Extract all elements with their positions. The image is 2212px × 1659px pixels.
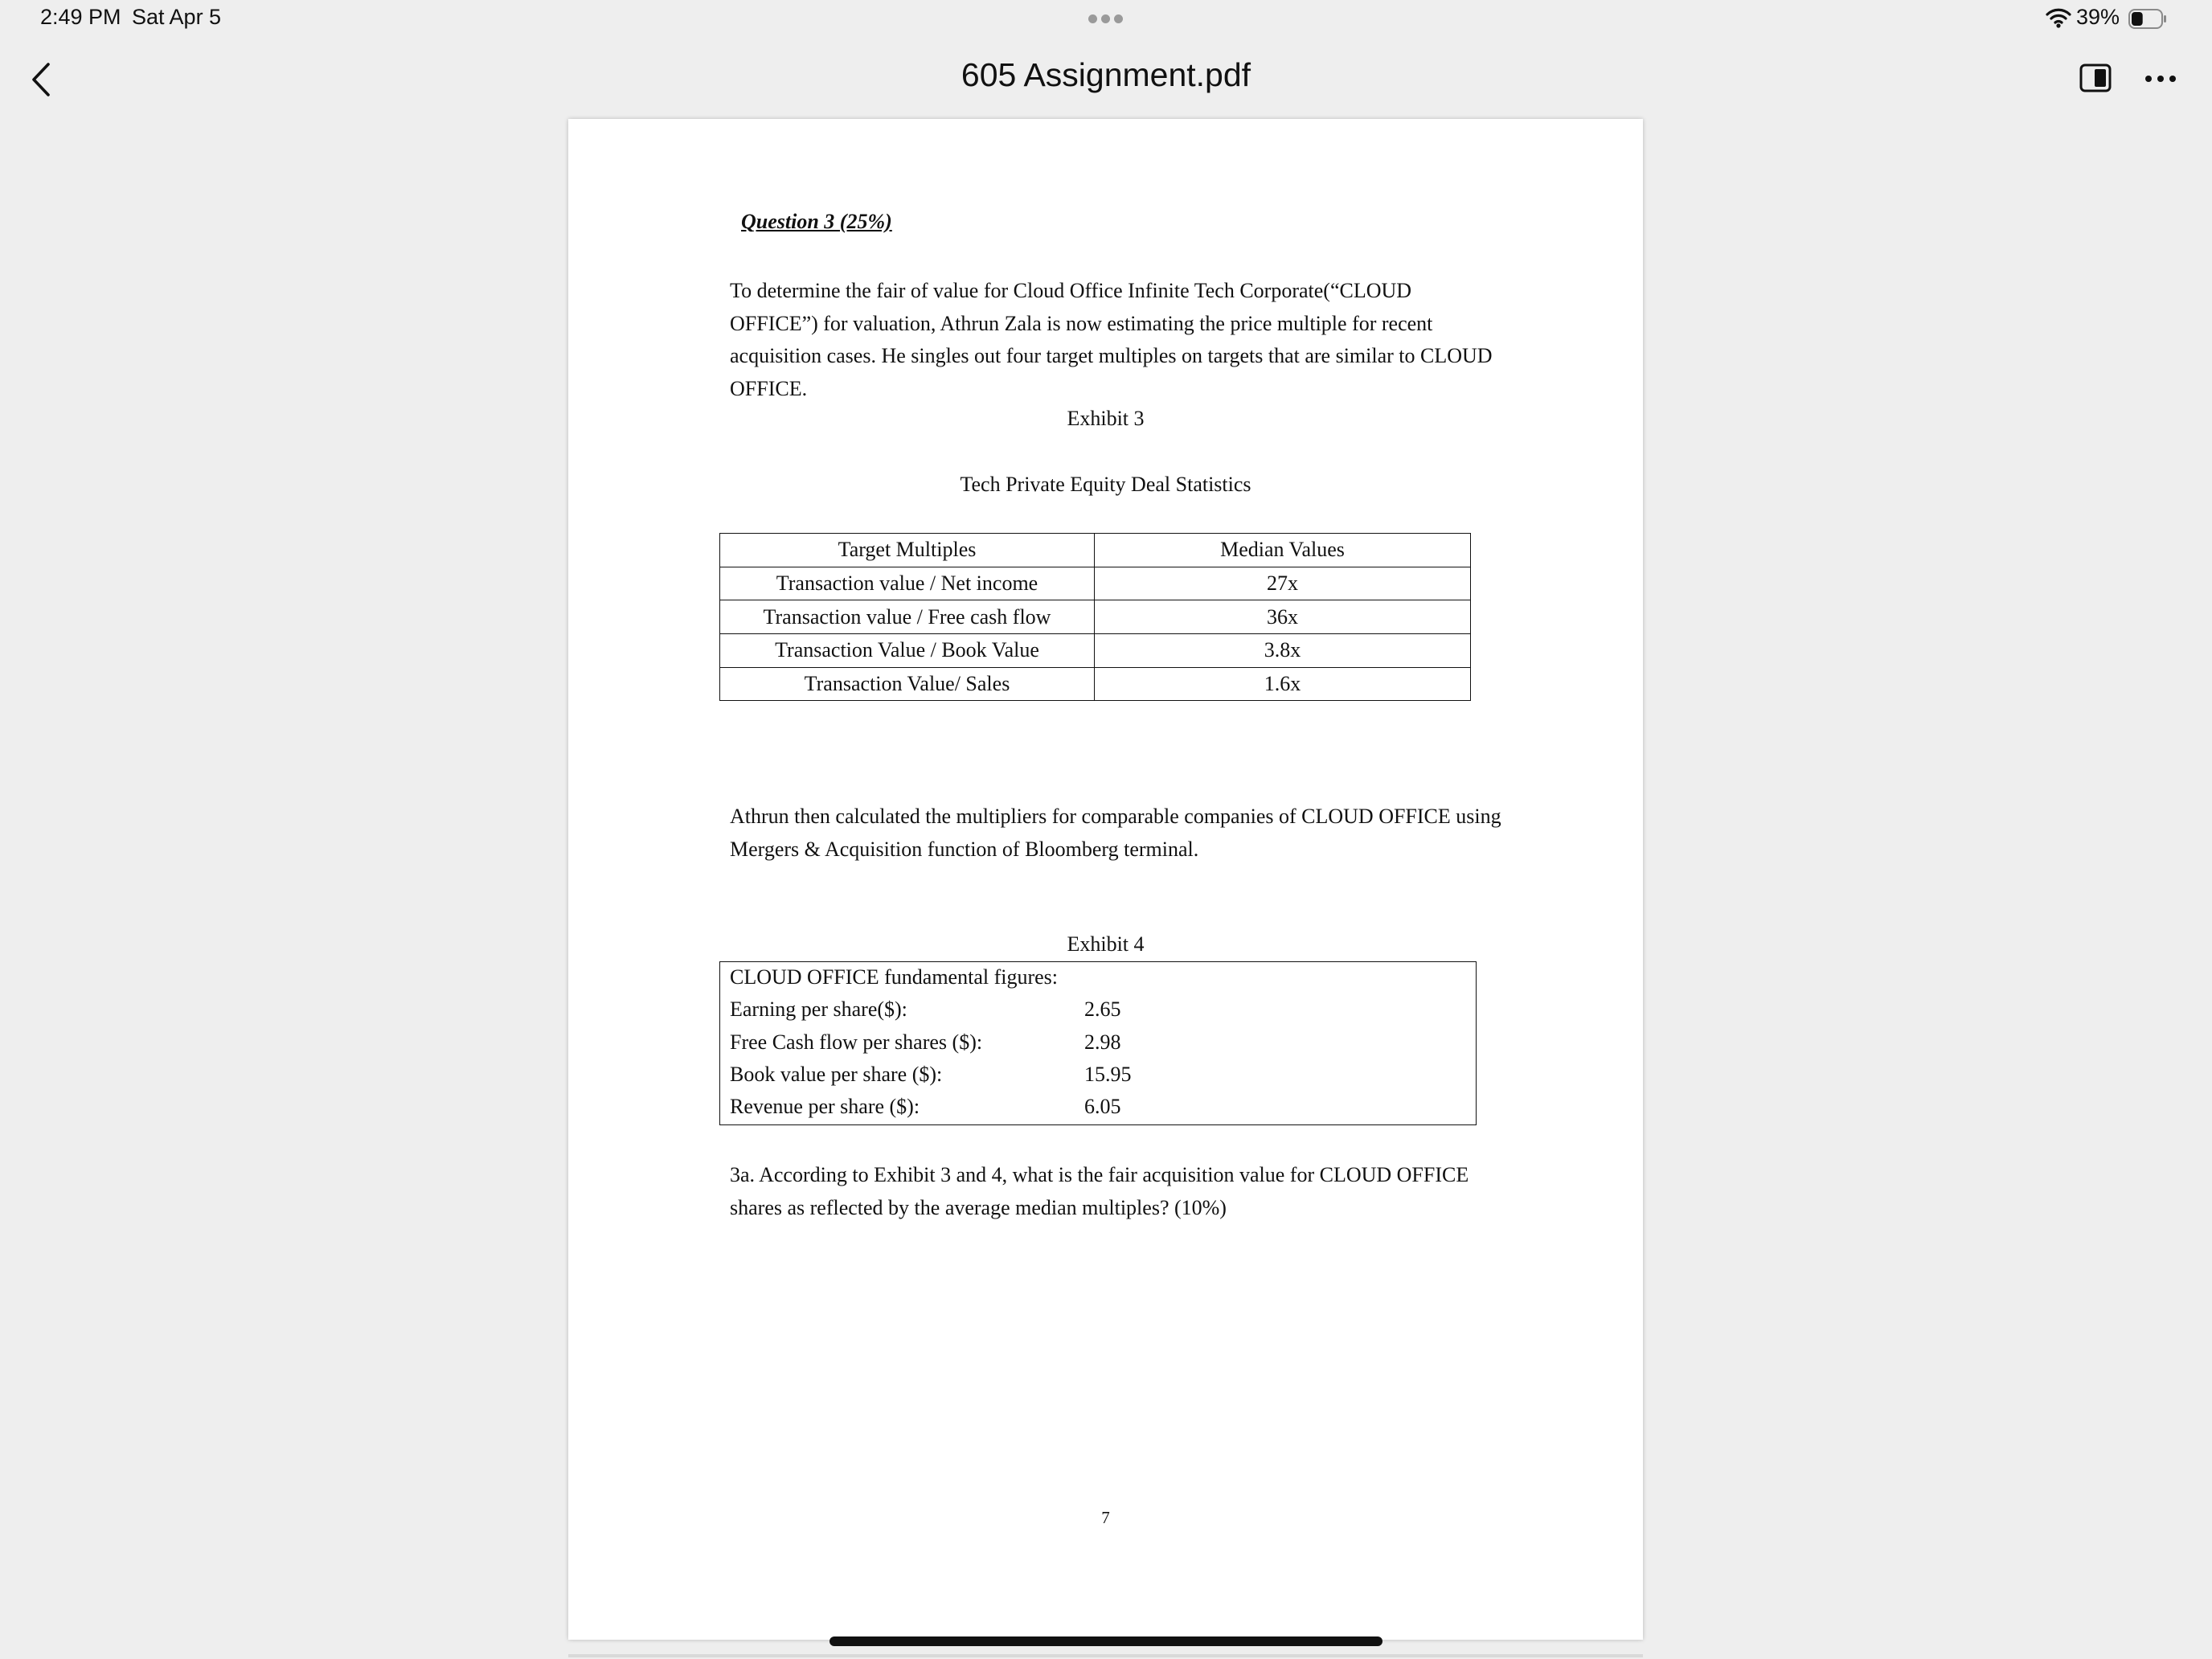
table-row — [720, 667, 1471, 701]
multitasking-dots-icon[interactable] — [1087, 6, 1125, 31]
figure-label: Book value per share ($): — [730, 1063, 943, 1086]
page-number: 7 — [1101, 1508, 1110, 1527]
list-item — [730, 1063, 1453, 1095]
wifi-icon — [2046, 6, 2071, 29]
question-3a: 3a. According to Exhibit 3 and 4, what is the fair acquisition value for CLOUD OFFICE shares as reflected by the average median multiples? (10%) — [730, 1163, 1469, 1219]
pdf-page[interactable] — [568, 119, 1643, 1640]
multiple-name: Transaction Value / Book Value — [720, 634, 1095, 668]
battery-percent: 39% — [2076, 5, 2120, 29]
table-row — [720, 634, 1471, 668]
sidebar-toggle-icon[interactable] — [2079, 63, 2112, 93]
median-value: 36x — [1095, 600, 1471, 634]
exhibit-3-subtitle: Tech Private Equity Deal Statistics — [960, 473, 1251, 496]
target-multiples-table — [719, 533, 1471, 701]
figure-value: 2.98 — [1084, 1030, 1121, 1054]
figure-value: 15.95 — [1084, 1063, 1132, 1086]
home-indicator[interactable] — [830, 1636, 1382, 1646]
question-title: Question 3 (25%) — [741, 210, 892, 233]
table-row — [720, 600, 1471, 634]
figure-label: Free Cash flow per shares ($): — [730, 1030, 983, 1054]
fundamental-figures-box — [719, 961, 1477, 1125]
fundamental-figures-heading: CLOUD OFFICE fundamental figures: — [730, 965, 1059, 989]
nav-bar — [0, 39, 2212, 119]
comparables-paragraph: Athrun then calculated the multipliers for comparable companies of CLOUD OFFICE using Mergers & Acquisition function of Bloomberg terminal. — [730, 805, 1501, 861]
column-header: Median Values — [1095, 534, 1471, 567]
multiple-name: Transaction Value/ Sales — [720, 667, 1095, 701]
document-title: 605 Assignment.pdf — [961, 56, 1251, 93]
exhibit-4-label: Exhibit 4 — [1067, 932, 1145, 956]
table-row — [720, 567, 1471, 600]
status-bar — [0, 0, 2212, 39]
battery-icon — [2128, 9, 2167, 29]
exhibit-3-label: Exhibit 3 — [1067, 407, 1145, 430]
median-value: 1.6x — [1095, 667, 1471, 701]
list-item — [730, 1095, 1453, 1127]
multiple-name: Transaction value / Net income — [720, 567, 1095, 600]
list-item — [730, 997, 1453, 1030]
list-item — [730, 1030, 1453, 1063]
figure-value: 2.65 — [1084, 997, 1121, 1021]
median-value: 3.8x — [1095, 634, 1471, 668]
status-time: 2:49 PM — [40, 5, 121, 29]
intro-paragraph: To determine the fair of value for Cloud Office Infinite Tech Corporate(“CLOUD OFFICE”) for valuation, Athrun Zala is now estimating the price multiple for recent acquisition cases. He singles out four target multiples on targets that are similar to CLOUD OFFICE. — [730, 279, 1493, 400]
status-date: Sat Apr 5 — [132, 5, 222, 29]
figure-label: Revenue per share ($): — [730, 1095, 920, 1118]
median-value: 27x — [1095, 567, 1471, 600]
figure-value: 6.05 — [1084, 1095, 1121, 1118]
next-page-edge — [568, 1654, 1643, 1657]
more-options-icon[interactable] — [2142, 64, 2179, 92]
column-header: Target Multiples — [720, 534, 1095, 567]
table-header-row — [720, 534, 1471, 567]
back-chevron-icon[interactable] — [26, 59, 58, 100]
multiple-name: Transaction value / Free cash flow — [720, 600, 1095, 634]
figure-label: Earning per share($): — [730, 997, 907, 1021]
